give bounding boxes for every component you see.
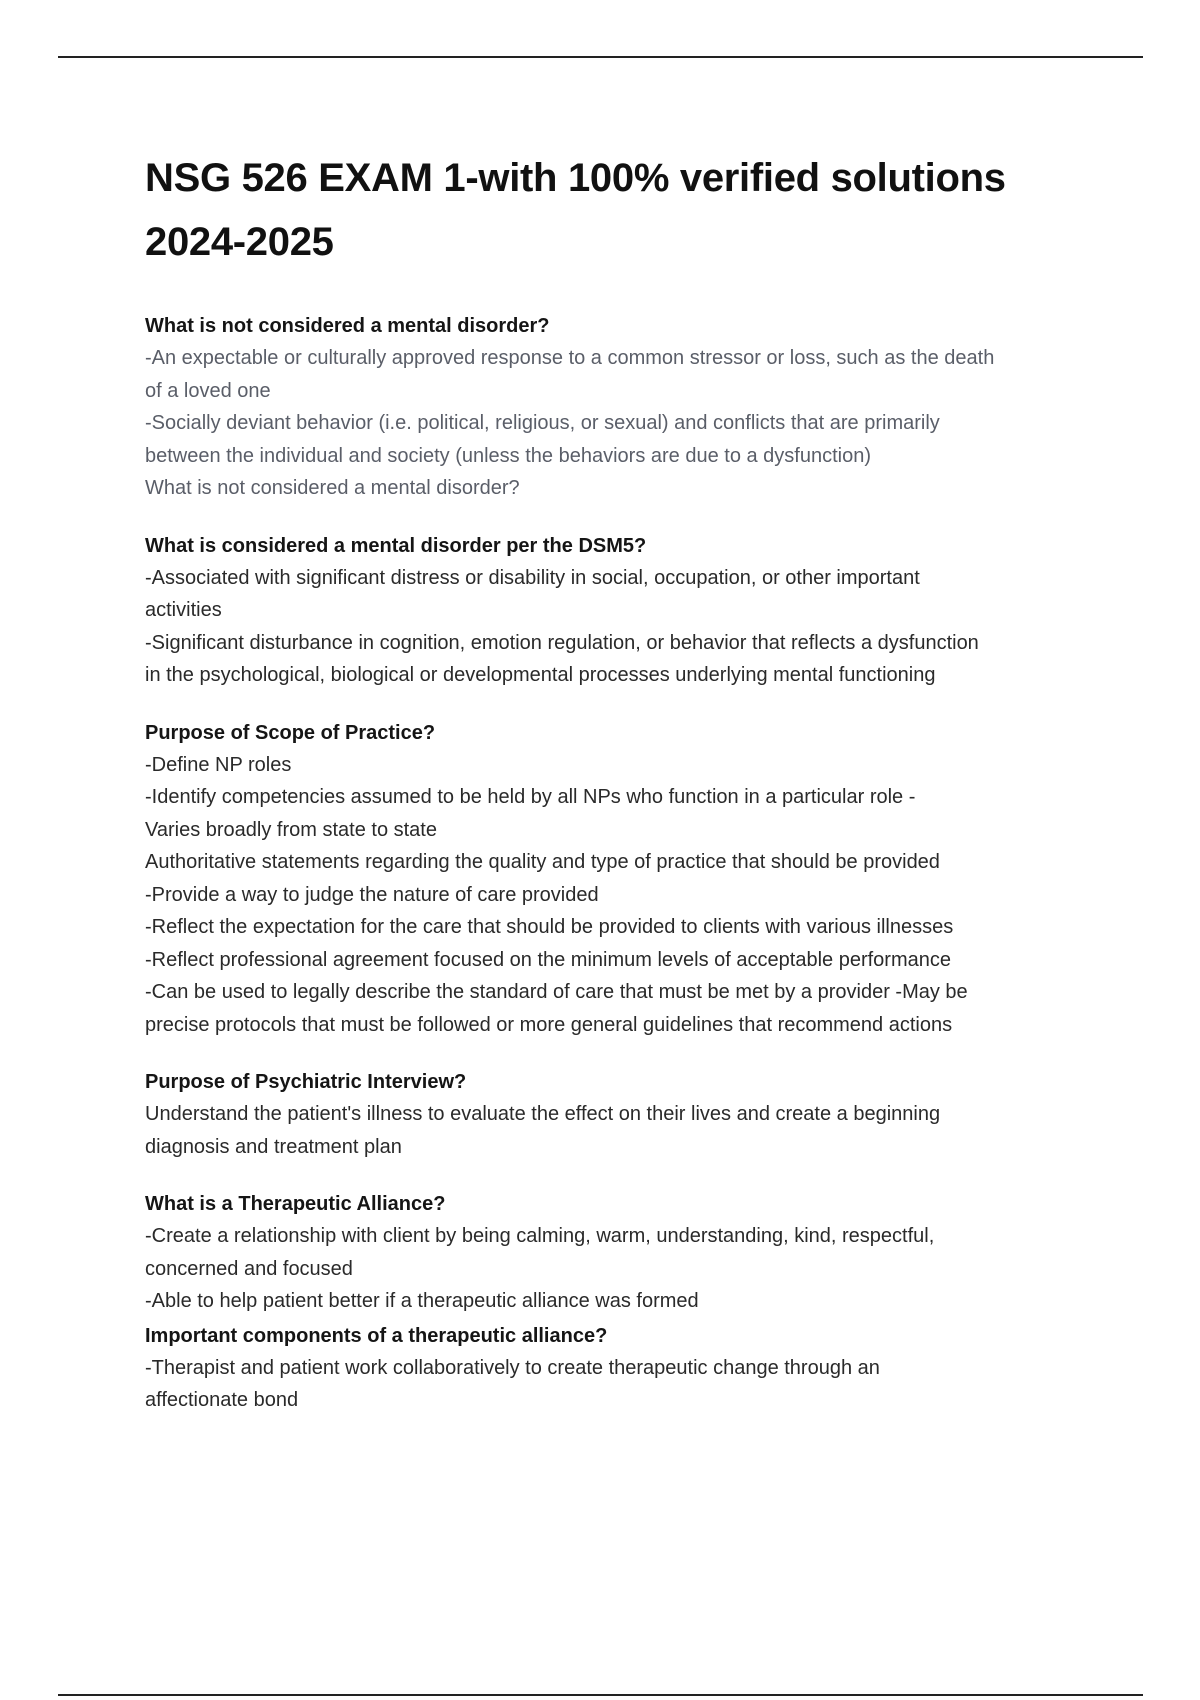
answer-line: of a loved one bbox=[145, 379, 271, 402]
qa-section-mental-disorder-dsm5 bbox=[145, 530, 1090, 692]
answer-line: Authoritative statements regarding the quality and type of practice that should be provided bbox=[145, 851, 940, 873]
qa-section-therapeutic-alliance bbox=[145, 1188, 1090, 1318]
answer-line: Varies broadly from state to state bbox=[145, 818, 437, 841]
qa-sections bbox=[145, 310, 1090, 1417]
question-heading: What is considered a mental disorder per the DSM5? bbox=[145, 534, 647, 557]
answer-line: precise protocols that must be followed or more general guidelines that recommend actions bbox=[145, 1013, 953, 1036]
answer-line: -Able to help patient better if a therapeutic alliance was formed bbox=[145, 1290, 699, 1312]
qa-section-scope-of-practice bbox=[145, 717, 1090, 1042]
answer-line: -Create a relationship with client by being calming, warm, understanding, kind, respectful, bbox=[145, 1225, 935, 1247]
answer-line: -Socially deviant behavior (i.e. political, religious, or sexual) and conflicts that are primarily bbox=[145, 412, 940, 434]
answer-line: Understand the patient's illness to evaluate the effect on their lives and create a beginning bbox=[145, 1103, 941, 1125]
answer-line: affectionate bond bbox=[145, 1389, 299, 1411]
question-heading: Purpose of Scope of Practice? bbox=[145, 721, 436, 744]
answer-line: -Reflect the expectation for the care that should be provided to clients with various illnesses bbox=[145, 916, 954, 938]
question-heading: Purpose of Psychiatric Interview? bbox=[145, 1071, 467, 1093]
answer-line: -Identify competencies assumed to be held by all NPs who function in a particular role - bbox=[145, 786, 916, 808]
title-line-2: 2024-2025 bbox=[145, 220, 334, 264]
answer-line: diagnosis and treatment plan bbox=[145, 1135, 402, 1158]
question-heading: What is a Therapeutic Alliance? bbox=[145, 1193, 446, 1215]
title-line-1: NSG 526 EXAM 1-with 100% verified solutions bbox=[145, 156, 1006, 200]
answer-line: -Associated with significant distress or disability in social, occupation, or other important bbox=[145, 566, 920, 589]
answer-line: -Define NP roles bbox=[145, 753, 292, 776]
answer-line: What is not considered a mental disorder? bbox=[145, 477, 520, 499]
qa-section-psychiatric-interview bbox=[145, 1066, 1090, 1163]
answer-line: between the individual and society (unless the behaviors are due to a dysfunction) bbox=[145, 444, 872, 467]
question-heading: Important components of a therapeutic alliance? bbox=[145, 1324, 608, 1347]
bottom-rule bbox=[58, 1694, 1143, 1696]
answer-line: -Therapist and patient work collaboratively to create therapeutic change through an bbox=[145, 1356, 880, 1379]
qa-section-alliance-components bbox=[145, 1320, 1090, 1417]
top-rule bbox=[58, 56, 1143, 58]
answer-line: activities bbox=[145, 599, 222, 621]
answer-line: -Provide a way to judge the nature of care provided bbox=[145, 883, 599, 906]
answer-line: -Can be used to legally describe the standard of care that must be met by a provider -May be bbox=[145, 981, 968, 1003]
qa-section-not-mental-disorder bbox=[145, 310, 1090, 505]
document-page bbox=[145, 146, 1090, 1442]
answer-line: -Reflect professional agreement focused on the minimum levels of acceptable performance bbox=[145, 948, 951, 971]
page-title bbox=[145, 146, 1090, 274]
answer-line: -Significant disturbance in cognition, emotion regulation, or behavior that reflects a dysfunction bbox=[145, 631, 979, 654]
question-heading: What is not considered a mental disorder? bbox=[145, 315, 550, 337]
answer-line: in the psychological, biological or developmental processes underlying mental functioning bbox=[145, 664, 936, 686]
answer-line: concerned and focused bbox=[145, 1257, 353, 1280]
answer-line: -An expectable or culturally approved response to a common stressor or loss, such as the death bbox=[145, 347, 995, 369]
